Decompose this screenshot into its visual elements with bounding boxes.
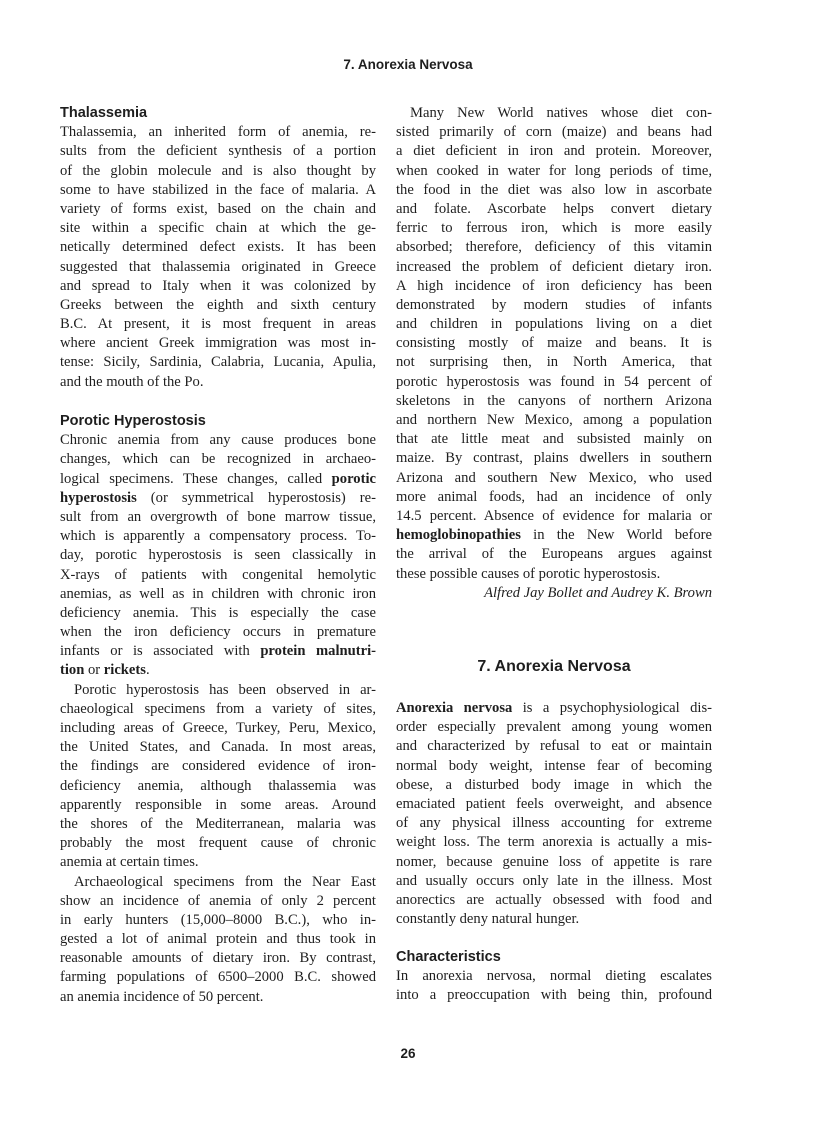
- text-line: [396, 219, 712, 238]
- text-line: [60, 661, 376, 680]
- text-run: B.C. At present, it is most frequent in areas: [60, 316, 376, 333]
- text-run: order especially prevalent among young women: [396, 719, 712, 736]
- text-run: emaciated patient feels overweight, and absence: [396, 795, 712, 812]
- text-line: [396, 795, 712, 814]
- text-run: and spread to Italy when it was colonized by: [60, 277, 376, 294]
- text-run: is a psychophysiological dis-: [512, 700, 712, 716]
- text-run: farming populations of 6500–2000 B.C. showed: [60, 969, 376, 986]
- text-run: consisting mostly of maize and beans. It is: [396, 335, 712, 352]
- paragraph: [396, 967, 712, 1005]
- text-line: [60, 988, 376, 1007]
- text-run: 14.5 percent. Absence of evidence for malaria or: [396, 507, 712, 524]
- chapter-heading-block: [396, 657, 712, 677]
- text-run: that ate little meat and subsisted mainly on: [396, 431, 712, 448]
- text-line: [396, 967, 712, 986]
- page-number: 26: [400, 1046, 416, 1061]
- text-run: Greeks between the eighth and sixth century: [60, 296, 376, 313]
- text-line: [60, 219, 376, 238]
- text-line: [396, 757, 712, 776]
- text-line: [396, 315, 712, 334]
- text-run: Chronic anemia from any cause produces bone: [60, 432, 376, 449]
- text-run: and northern New Mexico, among a population: [396, 412, 712, 428]
- bold-term: hyperostosis: [60, 489, 137, 506]
- text-run: an anemia incidence of 50 percent.: [60, 988, 264, 1005]
- text-run: In anorexia nervosa, normal dieting escalates: [396, 968, 712, 985]
- text-run: site within a specific chain at which the ge-: [60, 220, 376, 237]
- text-line: [396, 392, 712, 411]
- text-run: into a preoccupation with being thin, profound: [396, 987, 712, 1004]
- text-line: [60, 873, 376, 892]
- text-line: [396, 776, 712, 795]
- chapter-title: 7. Anorexia Nervosa: [477, 658, 631, 675]
- text-run: and children in populations living on a diet: [396, 316, 712, 333]
- text-line: [60, 450, 376, 469]
- text-line: [396, 353, 712, 372]
- text-line: [60, 508, 376, 527]
- text-run: anorectics are actually obsessed with food and: [396, 891, 712, 908]
- text-line: [396, 430, 712, 449]
- text-run: maize. By contrast, plains dwellers in southern: [396, 450, 712, 467]
- text-run: which is apparently a compensatory process. To-: [60, 528, 376, 545]
- running-head: 7. Anorexia Nervosa: [343, 57, 473, 72]
- text-run: deficiency anemia, although thalassemia was: [60, 777, 376, 794]
- text-line: [396, 872, 712, 891]
- text-line: [60, 968, 376, 987]
- text-line: [60, 815, 376, 834]
- text-run: nomer, because genuine loss of appetite is rare: [396, 853, 712, 870]
- text-run: some to have stabilized in the face of malaria. A: [60, 181, 376, 198]
- text-run: and the mouth of the Po.: [60, 373, 204, 390]
- text-line: [396, 565, 712, 584]
- text-line: [396, 718, 712, 737]
- text-run: variety of forms exist, based on the chain and: [60, 200, 376, 217]
- text-line: [60, 777, 376, 796]
- text-line: [60, 719, 376, 738]
- text-line: [60, 853, 376, 872]
- text-run: demonstrated by modern studies of infants: [396, 296, 712, 313]
- text-line: [396, 123, 712, 142]
- text-run: ferric to ferrous iron, which is more easily: [396, 220, 712, 237]
- text-run: probably the most frequent cause of chronic: [60, 835, 376, 852]
- text-line: [396, 833, 712, 852]
- text-run: these possible causes of porotic hyperostosis.: [396, 565, 661, 582]
- text-run: and characterized by refusal to eat or maintain: [396, 738, 712, 755]
- text-line: [396, 238, 712, 257]
- paragraph: [60, 123, 376, 392]
- text-line: [60, 642, 376, 661]
- text-run: of the globin molecule and is also thought by: [60, 162, 376, 179]
- text-run: Porotic hyperostosis has been observed in ar-: [74, 681, 376, 698]
- text-run: day, porotic hyperostosis is seen classically in: [60, 547, 376, 564]
- thalassemia-section: [60, 104, 376, 392]
- text-run: deficiency anemia. This is especially the case: [60, 604, 376, 621]
- text-line: [60, 238, 376, 257]
- text-line: [60, 585, 376, 604]
- text-line: [60, 277, 376, 296]
- text-line: [396, 200, 712, 219]
- paragraph: [60, 431, 376, 680]
- text-line: [396, 526, 712, 545]
- bold-term: protein malnutri-: [260, 643, 376, 660]
- bold-term: Anorexia nervosa: [396, 700, 513, 716]
- text-run: logical specimens. These changes, called: [60, 470, 332, 487]
- characteristics-section: [396, 948, 712, 1006]
- text-line: [396, 891, 712, 910]
- text-run: changes, which can be recognized in archaeo-: [60, 451, 376, 468]
- text-run: skeletons in the canyons of northern Arizona: [396, 392, 712, 409]
- text-run: in early hunters (15,000–8000 B.C.), who in-: [60, 911, 376, 928]
- text-run: Archaeological specimens from the Near East: [74, 873, 376, 890]
- text-line: [60, 142, 376, 161]
- text-line: [396, 104, 712, 123]
- text-run: the shores of the Mediterranean, malaria was: [60, 815, 376, 832]
- text-line: [396, 737, 712, 756]
- text-run: gested a lot of animal protein and thus took in: [60, 931, 376, 948]
- bold-term: rickets: [103, 662, 146, 679]
- text-line: [60, 911, 376, 930]
- text-run: suggested that thalassemia originated in Greece: [60, 258, 376, 275]
- text-run: when cooked in water for long periods of time,: [396, 162, 712, 179]
- text-line: [60, 681, 376, 700]
- text-line: [60, 315, 376, 334]
- section-heading: Characteristics: [396, 949, 501, 965]
- text-line: [60, 930, 376, 949]
- text-line: [60, 258, 376, 277]
- text-line: [396, 910, 712, 929]
- text-run: X-rays of patients with congenital hemolytic: [60, 566, 376, 583]
- bold-term: hemoglobinopathies: [396, 527, 521, 544]
- bold-term: tion: [60, 662, 85, 679]
- text-line: [60, 296, 376, 315]
- attribution: Alfred Jay Bollet and Audrey K. Brown: [484, 584, 712, 601]
- text-line: [60, 162, 376, 181]
- text-line: [396, 853, 712, 872]
- bold-term: porotic: [331, 470, 376, 487]
- text-run: porotic hyperostosis was found in 54 percent of: [396, 373, 712, 390]
- paragraph: [60, 873, 376, 1007]
- text-line: [60, 757, 376, 776]
- text-line: [60, 373, 376, 392]
- text-line: [396, 142, 712, 161]
- text-line: [60, 738, 376, 757]
- text-run: chaeological specimens from a variety of sites,: [60, 700, 376, 717]
- text-line: [396, 411, 712, 430]
- text-line: [396, 488, 712, 507]
- text-run: netically determined defect exists. It has been: [60, 239, 376, 256]
- text-line: [60, 353, 376, 372]
- text-run: constantly deny natural hunger.: [396, 911, 580, 928]
- text-line: [60, 700, 376, 719]
- text-line: [60, 470, 376, 489]
- text-line: [396, 449, 712, 468]
- porotic-hyperostosis-section: [60, 412, 376, 1007]
- text-line: [396, 373, 712, 392]
- text-run: tense: Sicily, Sardinia, Calabria, Lucania, Apulia,: [60, 354, 376, 371]
- text-run: sults from the deficient synthesis of a portion: [60, 143, 376, 160]
- text-run: show an incidence of anemia of only 2 percent: [60, 892, 376, 909]
- section-heading: Porotic Hyperostosis: [60, 413, 206, 429]
- paragraph: [60, 681, 376, 873]
- text-run: anemias, as well as in children with chronic iron: [60, 585, 376, 602]
- text-line: [60, 200, 376, 219]
- text-run: a diet deficient in iron and protein. Moreover,: [396, 143, 712, 160]
- text-line: [396, 507, 712, 526]
- text-run: A high incidence of iron deficiency has been: [396, 277, 712, 294]
- text-line: [60, 604, 376, 623]
- text-run: absorbed; therefore, deficiency of this vitamin: [396, 239, 712, 256]
- text-line: [396, 181, 712, 200]
- text-run: Arizona and southern New Mexico, who used: [396, 469, 712, 486]
- text-run: anemia at certain times.: [60, 854, 199, 871]
- text-run: where ancient Greek immigration was most in-: [60, 335, 376, 352]
- text-line: [60, 566, 376, 585]
- text-line: [60, 431, 376, 450]
- text-run: increased the problem of deficient dietary iron.: [396, 258, 712, 275]
- text-line: [60, 892, 376, 911]
- text-run: apparently responsible in some areas. Around: [60, 796, 376, 813]
- text-line: [60, 489, 376, 508]
- text-run: sisted primarily of corn (maize) and beans had: [396, 124, 712, 141]
- text-run: the food in the diet was also low in ascorbate: [396, 181, 712, 198]
- text-run: more animal foods, had an incidence of only: [396, 488, 712, 505]
- text-line: [60, 949, 376, 968]
- text-line: [396, 986, 712, 1005]
- text-line: [60, 527, 376, 546]
- text-run: weight loss. The term anorexia is actually a mis-: [396, 834, 712, 851]
- text-line: [396, 469, 712, 488]
- text-line: [60, 123, 376, 142]
- text-line: [60, 181, 376, 200]
- text-run: normal body weight, intense fear of becoming: [396, 757, 712, 774]
- anorexia-intro-section: [396, 699, 712, 929]
- text-line: [396, 814, 712, 833]
- section-heading: Thalassemia: [60, 105, 148, 121]
- text-line: [396, 699, 712, 718]
- text-line: [60, 623, 376, 642]
- text-run: in the New World before: [520, 527, 712, 544]
- text-run: and usually occurs only late in the illness. Most: [396, 872, 712, 889]
- text-run: not surprising then, in North America, that: [396, 354, 712, 371]
- text-run: infants or is associated with: [60, 643, 261, 660]
- text-run: the United States, and Canada. In most areas,: [60, 739, 376, 756]
- text-run: (or symmetrical hyperostosis) re-: [136, 489, 376, 506]
- text-line: [396, 162, 712, 181]
- text-run: when the iron deficiency occurs in premature: [60, 624, 376, 641]
- text-line: [60, 334, 376, 353]
- text-run: Thalassemia, an inherited form of anemia, re-: [60, 124, 376, 141]
- text-run: the findings are considered evidence of iron-: [60, 758, 376, 775]
- text-run: or: [84, 662, 104, 679]
- text-line: [396, 258, 712, 277]
- text-run: Many New World natives whose diet con-: [410, 105, 712, 121]
- text-line: [396, 296, 712, 315]
- text-run: of any physical illness accounting for extreme: [396, 815, 712, 832]
- text-run: sult from an overgrowth of bone marrow tissue,: [60, 508, 376, 525]
- new-world-section: [396, 104, 712, 603]
- text-line: [60, 796, 376, 815]
- paragraph: [396, 699, 712, 929]
- text-line: [60, 834, 376, 853]
- paragraph: [396, 104, 712, 584]
- text-line: [396, 277, 712, 296]
- text-line: [60, 546, 376, 565]
- text-run: including areas of Greece, Turkey, Peru, Mexico,: [60, 720, 376, 736]
- text-line: [396, 334, 712, 353]
- text-run: the arrival of the Europeans argues against: [396, 546, 712, 563]
- text-run: .: [145, 662, 150, 679]
- text-run: and folate. Ascorbate helps convert dietary: [396, 200, 712, 217]
- text-line: [396, 545, 712, 564]
- text-run: obese, a disturbed body image in which the: [396, 776, 712, 793]
- text-run: reasonable amounts of dietary iron. By contrast,: [60, 950, 376, 967]
